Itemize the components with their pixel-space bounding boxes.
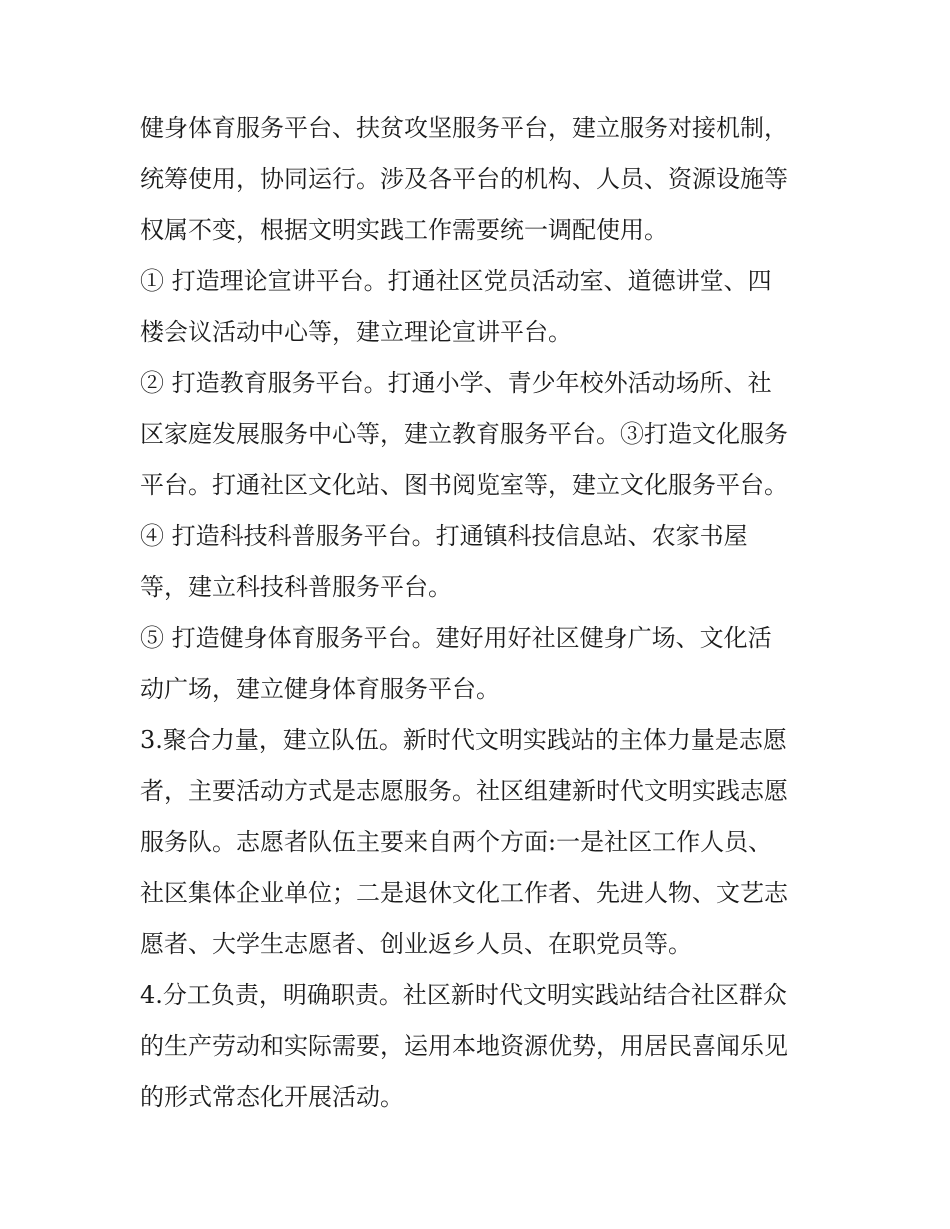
text-line: 等，建立科技科普服务平台。 (140, 573, 452, 601)
text-line: ① 打造理论宣讲平台。打通社区党员活动室、道德讲堂、四 (140, 267, 772, 295)
text-line: 权属不变，根据文明实践工作需要统一调配使用。 (140, 216, 668, 244)
text-line: 者，主要活动方式是志愿服务。社区组建新时代文明实践志愿 (140, 777, 788, 805)
text-line: 3.聚合力量，建立队伍。新时代文明实践站的主体力量是志愿 (140, 726, 787, 754)
text-line: 平台。打通社区文化站、图书阅览室等，建立文化服务平台。 (140, 471, 788, 499)
text-line: 服务队。志愿者队伍主要来自两个方面:一是社区工作人员、 (140, 828, 773, 856)
text-line: 社区集体企业单位；二是退休文化工作者、先进人物、文艺志 (140, 879, 788, 907)
text-line: ⑤ 打造健身体育服务平台。建好用好社区健身广场、文化活 (140, 624, 772, 652)
text-line: 4.分工负责，明确职责。社区新时代文明实践站结合社区群众 (140, 981, 787, 1009)
text-line: 楼会议活动中心等，建立理论宣讲平台。 (140, 318, 572, 346)
text-line: 区家庭发展服务中心等，建立教育服务平台。③打造文化服务 (140, 420, 788, 448)
text-line: 的生产劳动和实际需要，运用本地资源优势，用居民喜闻乐见 (140, 1032, 788, 1060)
text-line: ② 打造教育服务平台。打通小学、青少年校外活动场所、社 (140, 369, 772, 397)
text-line: ④ 打造科技科普服务平台。打通镇科技信息站、农家书屋 (140, 522, 748, 550)
text-line: 统筹使用，协同运行。涉及各平台的机构、人员、资源设施等 (140, 165, 788, 193)
text-line: 的形式常态化开展活动。 (140, 1083, 404, 1111)
text-line: 动广场，建立健身体育服务平台。 (140, 675, 500, 703)
text-line: 愿者、大学生志愿者、创业返乡人员、在职党员等。 (140, 930, 692, 958)
body-text (140, 103, 830, 1123)
text-line: 健身体育服务平台、扶贫攻坚服务平台，建立服务对接机制， (140, 114, 788, 142)
